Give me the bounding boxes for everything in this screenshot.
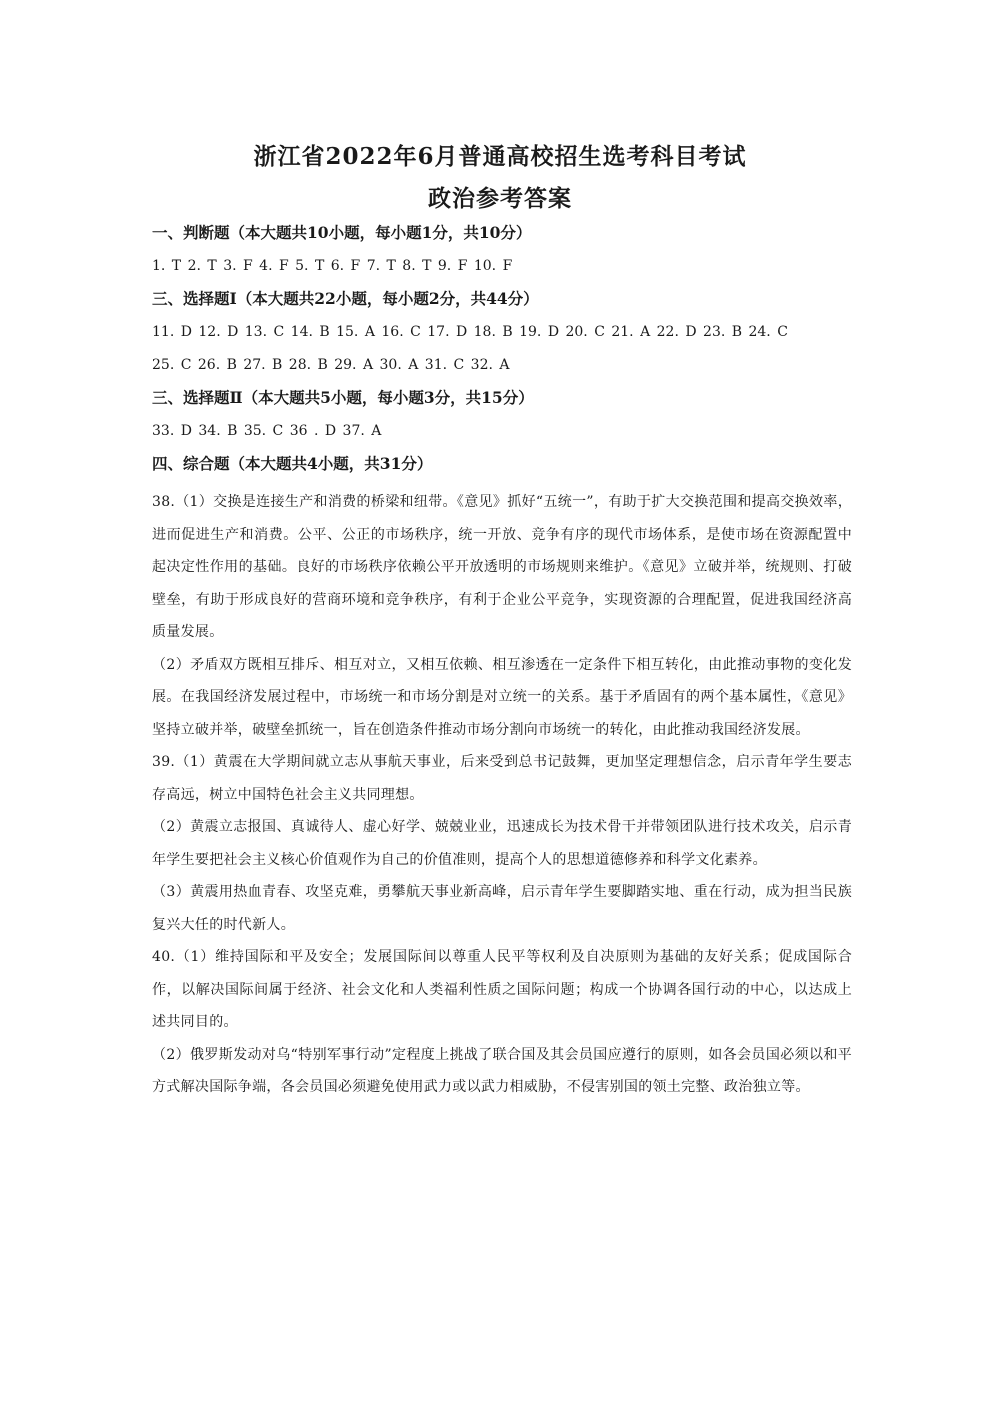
document-title: 浙江省2022年6月普通高校招生选考科目考试 bbox=[253, 143, 747, 170]
section-heading-choice-2: 三、选择题Ⅱ（本大题共5小题，每小题3分，共15分） bbox=[152, 388, 534, 407]
answer-paragraph: （2）黄震立志报国、真诚待人、虚心好学、兢兢业业，迅速成长为技术骨干并带领团队进行技术攻关，启示青年学生要把社会主义核心价值观作为自己的价值准则，提高个人的思想道德修养和科学文化素养。 bbox=[152, 819, 852, 868]
answer-line: 11. D 12. D 13. C 14. B 15. A 16. C 17. D 18. B 19. D 20. C 21. A 22. D 23. B 24. C bbox=[152, 324, 788, 340]
answer-paragraph: 38.（1）交换是连接生产和消费的桥梁和纽带。《意见》抓好“五统一”，有助于扩大交换范围和提高交换效率，进而促进生产和消费。公平、公正的市场秩序，统一开放、竞争有序的现代市场体系，是使市场在资源配置中起决定性作用的基础。良好的市场秩序依赖公平开放透明的市场规则来维护。《意见》立破并举，统规则、打破壁垒，有助于形成良好的营商环境和竞争秩序，有利于企业公平竞争，实现资源的合理配置，促进我国经济高质量发展。 bbox=[152, 494, 852, 640]
answer-paragraph: （2）俄罗斯发动对乌“特别军事行动”定程度上挑战了联合国及其会员国应遵行的原则，如各会员国必须以和平方式解决国际争端，各会员国必须避免使用武力或以武力相威胁，不侵害别国的领土完整、政治独立等。 bbox=[152, 1046, 852, 1095]
answer-paragraph: 40.（1）维持国际和平及安全；发展国际间以尊重人民平等权利及自决原则为基础的友好关系；促成国际合作，以解决国际间属于经济、社会文化和人类福利性质之国际问题；构成一个协调各国行动的中心，以达成上述共同目的。 bbox=[152, 949, 852, 1030]
answer-content bbox=[152, 222, 852, 1104]
answer-paragraph: （2）矛盾双方既相互排斥、相互对立，又相互依赖、相互渗透在一定条件下相互转化，由此推动事物的变化发展。在我国经济发展过程中，市场统一和市场分割是对立统一的关系。基于矛盾固有的两个基本属性，《意见》坚持立破并举，破壁垒抓统一，旨在创造条件推动市场分割向市场统一的转化，由此推动我国经济发展。 bbox=[152, 656, 852, 738]
answer-paragraph: （3）黄震用热血青春、攻坚克难，勇攀航天事业新高峰，启示青年学生要脚踏实地、重在行动，成为担当民族复兴大任的时代新人。 bbox=[152, 884, 852, 933]
answer-line: 25. C 26. B 27. B 28. B 29. A 30. A 31. C 32. A bbox=[152, 357, 510, 373]
section-heading-comprehensive: 四、综合题（本大题共4小题，共31分） bbox=[152, 454, 433, 473]
document-subtitle: 政治参考答案 bbox=[428, 185, 572, 212]
answer-line: 1. T 2. T 3. F 4. F 5. T 6. F 7. T 8. T 9. F 10. F bbox=[152, 258, 513, 274]
answer-paragraph: 39.（1）黄震在大学期间就立志从事航天事业，后来受到总书记鼓舞，更加坚定理想信念，启示青年学生要志存高远，树立中国特色社会主义共同理想。 bbox=[152, 754, 852, 803]
section-heading-choice-1: 三、选择题Ⅰ（本大题共22小题，每小题2分，共44分） bbox=[152, 289, 539, 308]
answer-line: 33. D 34. B 35. C 36 . D 37. A bbox=[152, 423, 382, 439]
section-heading-true-false: 一、判断题（本大题共10小题，每小题1分，共10分） bbox=[152, 223, 532, 242]
